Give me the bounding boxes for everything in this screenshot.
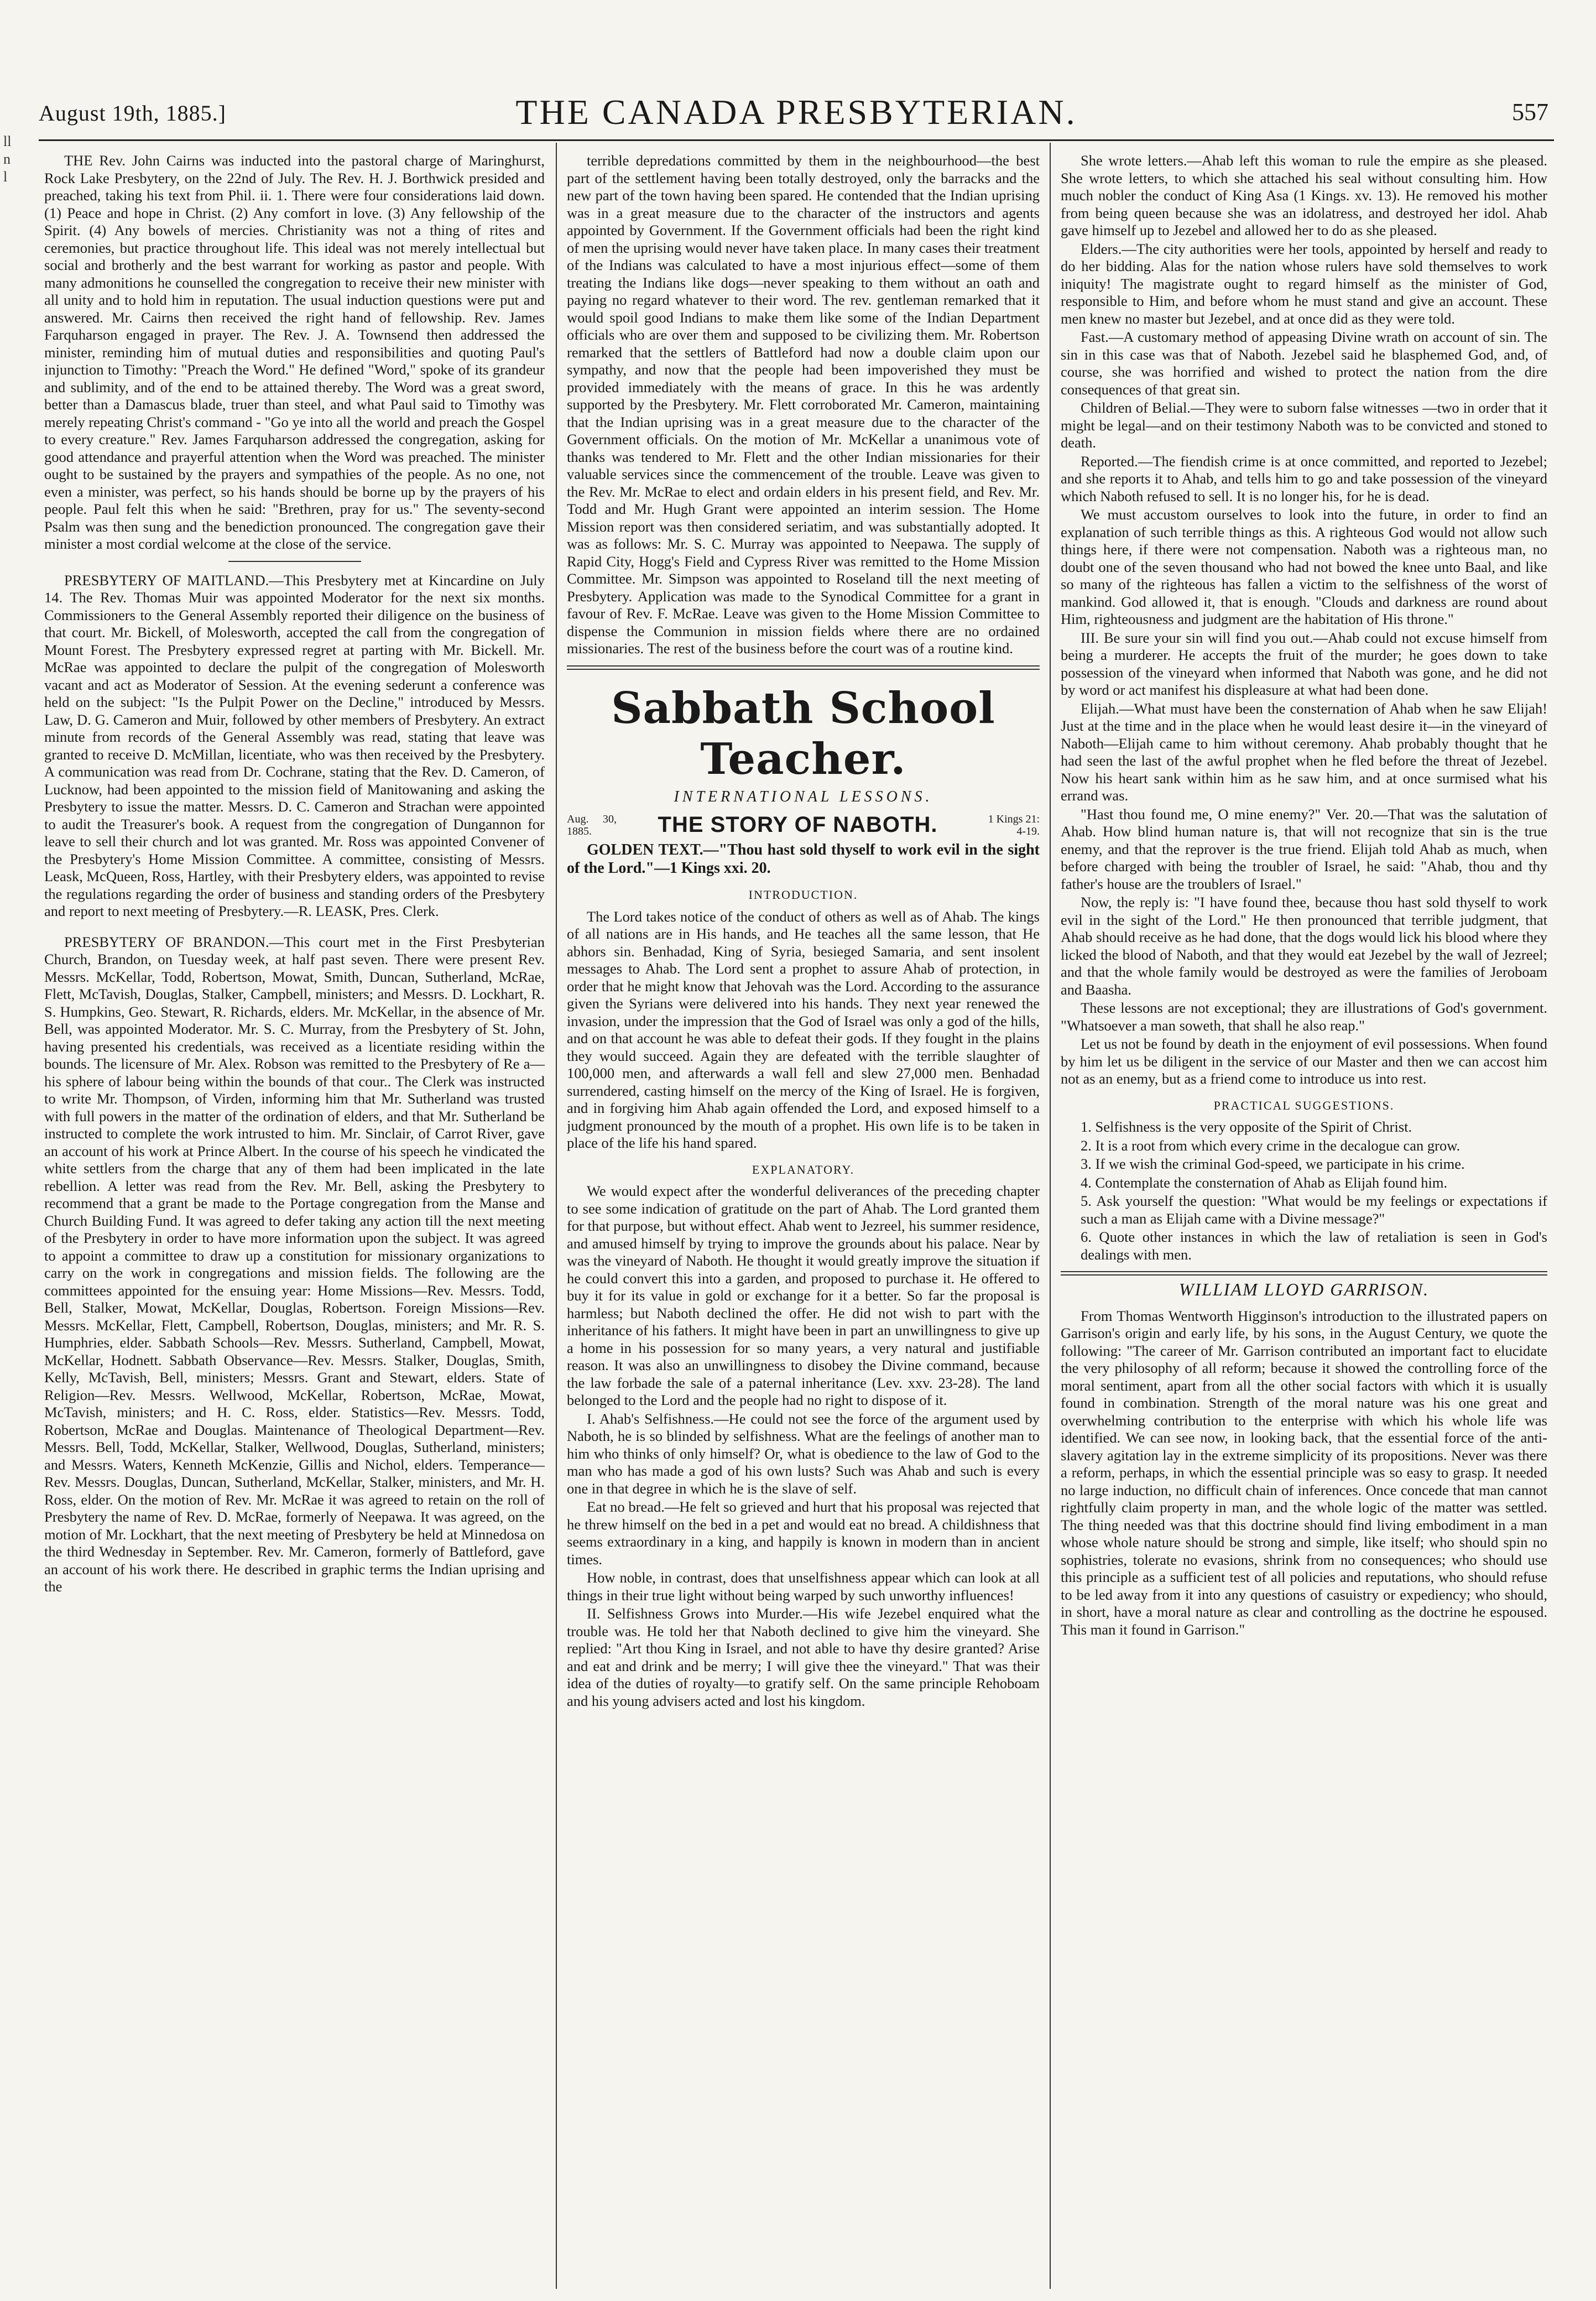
suggestion-item: 1. Selfishness is the very opposite of the Spirit of Christ. xyxy=(1081,1118,1412,1135)
introduction-paragraph: The Lord takes notice of the conduct of others as well as of Ahab. The kings of all nations are in His hands, and He teaches all the same lesson, that He abhors sin. Benhadad, King of Syria, besieged Samaria, and sent insolent messages to Ahab. The Lord sent a prophet to assure Ahab of protection, in order that he might know that Jehovah was the Lord. According to the assurance given the Syrians were delivered into his hands. They next year renewed the invasion, under the impression that the God of Israel was only a god of the hills, and on that account he was able to defeat their gods. If they fought in the plains they would succeed. Again they are defeated with the terrible slaughter of 100,000 men, and afterwards a wall fell and slew 27,000 men. Benhadad surrendered, casting himself on the mercy of the King of Israel. He is forgiven, and in forgiving him Ahab again offended the Lord, and exposed himself to a judgment pronounced by the mouth of a prophet. His own life is to be taken in place of the life his hand spared. xyxy=(567,908,1040,1151)
column-divider xyxy=(1050,143,1051,2289)
maitland-presbytery-paragraph: PRESBYTERY OF MAITLAND.—This Presbytery met at Kincardine on July 14. The Rev. Thomas Muir was appointed Moderator for the next six months. Commissioners to the General Assembly reported their diligence on the business of that court. Mr. Bickell, of Molesworth, accepted the call from the congregation of Mount Forest. The Presbytery expressed regret at parting with Mr. Bickell. Mr. McRae was appointed to declare the pulpit of the congregation of Molesworth vacant and act as Moderator of Session. At the evening sederunt a conference was held on the subject: "Is the Pulpit Power on the Decline," introduced by Messrs. Law, D. G. Cameron and Muir, followed by other members of Presbytery. An extract minute from records of the General Assembly was read, stating that leave was granted to receive D. McMillan, licentiate, who was then received by the Presbytery. A communication was read from Dr. Cochrane, stating that the Rev. D. Cameron, of Lucknow, had been appointed to the mission field of Manitowaning and asking the Presbytery to issue the matter. Messrs. D. C. Cameron and Strachan were appointed to audit the Treasurer's book. A request from the congregation of Dungannon for leave to sell their church and lot was granted. Mr. Ross was appointed Convener of the Presbytery's Home Mission Committee. A committee, consisting of Messrs. Leask, McQueen, Ross, Hartley, with their Presbytery elders, was appointed to revise the regulations regarding the order of business and standing orders of the Presbytery and report to next meeting of Presbytery.—R. LEASK, Pres. Clerk. xyxy=(44,571,545,919)
lesson-title: THE STORY OF NABOTH. xyxy=(658,813,938,837)
lesson-header xyxy=(567,813,1040,837)
margin-mark: n xyxy=(3,151,11,167)
cairns-induction-paragraph: THE Rev. John Cairns was inducted into the pastoral charge of Maringhurst, Rock Lake Presbytery, on the 22nd of July. The Rev. H. J. Borthwick presided and preached, taking his text from Phil. ii. 1. There were four considerations laid down. (1) Peace and hope in Christ. (2) Any comfort in love. (3) Any fellowship of the Spirit. (4) Any bowels of mercies. Christianity was not a thing of rites and ceremonies, but practice throughout life. This ideal was not merely intellectual but social and brotherly and the best warrant for working as pastor and people. With many admonitions he counselled the congregation to receive their new minister with all unity and to hold him in reputation. The usual induction questions were put and answered. Mr. Cairns then received the right hand of fellowship. Rev. James Farquharson engaged in prayer. The Rev. J. A. Townsend then addressed the minister, reminding him of mutual duties and responsibilities and quoting Paul's injunction to Timothy: "Preach the Word." He defined "Word," spoke of its grandeur and sublimity, and of the end to be attained thereby. The Word was a great sword, better than a Damascus blade, truer than steel, and what Paul said to Timothy was merely repeating Christ's command - "Go ye into all the world and preach the Gospel to every creature." Rev. James Farquharson addressed the congregation, asking for good attendance and prayerful attention when the Word was preached. The minister ought to be sustained by the prayers and sympathies of the people. As no one, not even a minister, was perfect, so his hands should be borne up by the prayers of his people. Paul felt this when he said: "Brethren, pray for us." The seventy-second Psalm was then sung and the benediction pronounced. The congregation gave their minister a most cordial welcome at the close of the service. xyxy=(44,152,545,552)
suggestion-item: 5. Ask yourself the question: "What would be my feelings or expectations if such a man as Elijah came with a Divine message?" xyxy=(1081,1193,1547,1227)
lesson-paragraph: Elders.—The city authorities were her tools, appointed by herself and ready to do her bidding. Alas for the nation whose rulers have sold themselves to work iniquity! The magistrate ought to regard himself as the minister of God, responsible to Him, and before whom he must stand and give an account. These men knew no master but Jezebel, and at once did as they were told. xyxy=(1061,240,1547,327)
section-rule xyxy=(1061,1271,1547,1276)
section-rule xyxy=(567,665,1040,670)
margin-marks xyxy=(3,133,25,186)
lesson-paragraph: III. Be sure your sin will find you out.—Ahab could not excuse himself from being a murderer. He accepts the fruit of the murder; he goes down to take possession of the vineyard when informed that Naboth was gone, and he did not by word or act manifest his displeasure at what had been done. xyxy=(1061,629,1547,698)
garrison-paragraph: From Thomas Wentworth Higginson's introduction to the illustrated papers on Garrison's origin and early life, by his sons, in the August Century, we quote the following: "The career of Mr. Garrison contributed an important fact to elucidate the very philosophy of all reform; because it showed the controlling force of the moral sentiment, apart from all the other social factors with which it is usually found in combination. Strength of the moral nature was his one great and overwhelming contribution to the enterprise with which his whole life was identified. We can see now, in looking back, that the essential force of the anti-slavery agitation lay in the extreme simplicity of its propositions. Never was there a reform, perhaps, in which the essential principle was so easy to grasp. It needed no large induction, no difficult chain of inferences. Once concede that man cannot rightfully claim property in man, and the whole logic of the matter was settled. The thing needed was that this doctrine should find living embodiment in a man whose whole nature should be strong and simple, like itself; who should spin no sophistries, tolerate no evasions, shrink from no consequences; who should use this principle as a sufficient test of all policies and reputations, who should refuse to be led away from it into any questions of casuistry or expediency; who should, in short, have a moral nature as clear and controlling as the doctrine he espoused. This man it found in Garrison." xyxy=(1061,1307,1547,1638)
section-rule xyxy=(228,561,361,562)
explanatory-paragraph: Eat no bread.—He felt so grieved and hurt that his proposal was rejected that he threw himself on the bed in a pet and would eat no bread. A childishness that seems extraordinary in a king, and happily is known in modern than in ancient times. xyxy=(567,1498,1040,1568)
lesson-paragraph: Reported.—The fiendish crime is at once committed, and reported to Jezebel; and she reports it to Ahab, and tells him to go and take possession of the vineyard which Naboth refused to sell. It is no longer his, for he is dead. xyxy=(1061,452,1547,504)
lesson-paragraph: These lessons are not exceptional; they are illustrations of God's government. "Whatsoever a man soweth, that shall he also reap." xyxy=(1061,999,1547,1034)
suggestions-heading: PRACTICAL SUGGESTIONS. xyxy=(1213,1098,1395,1112)
suggestion-item: 3. If we wish the criminal God-speed, we participate in his crime. xyxy=(1081,1155,1465,1172)
issue-date: August 19th, 1885.] xyxy=(39,101,226,126)
column-divider xyxy=(556,143,557,2289)
explanatory-paragraph: We would expect after the wonderful deliverances of the preceding chapter to see some indication of gratitude on the part of Ahab. The Lord granted them for that purpose, but without effect. Ahab went to Jezreel, his summer residence, and amused himself by trying to improve the grounds about his palace. Near by was the vineyard of Naboth. He thought it would greatly improve the situation if he could convert this into a garden, and proposed to purchase it. He offered to buy it for its value in gold or exchange for it a better. So far the proposal is harmless; but Naboth declined the offer. He did not wish to part with the inheritance of his fathers. It might have been in part an unwillingness to give up a home in his possession for so many years, a very natural and justifiable reason. It was also an unwillingness to disobey the Divine command, because the law forbade the sale of a paternal inheritance (Lev. xxv. 23-28). The land belonged to the Lord and the people had no right to dispose of it. xyxy=(567,1183,1040,1408)
suggestion-item: 2. It is a root from which every crime in the decalogue can grow. xyxy=(1081,1137,1461,1154)
explanatory-paragraph: How noble, in contrast, does that unselfishness appear which can look at all things in their true light without being warped by such unworthy influences! xyxy=(567,1569,1040,1604)
section-subheading: INTERNATIONAL LESSONS. xyxy=(674,788,933,805)
column-3 xyxy=(1061,152,1547,2287)
newspaper-title: THE CANADA PRESBYTERIAN. xyxy=(515,92,1077,132)
column-1 xyxy=(44,152,545,2287)
page-number: 557 xyxy=(1512,98,1548,126)
explanatory-heading: EXPLANATORY. xyxy=(752,1162,855,1176)
lesson-paragraph: We must accustom ourselves to look into the future, in order to find an explanation of such terrible things as this. A righteous God would not allow such things here, if there were not compensation. Naboth was a righteous man, no doubt one of the seven thousand who had not bowed the knee unto Baal, and like so many of the righteous has fallen a victim to the selfishness of the worst of mankind. God allowed it, that is enough. "Clouds and darkness are round about Him, righteousness and judgment are the habitation of His throne." xyxy=(1061,506,1547,627)
section-banner: Sabbath School Teacher. xyxy=(611,683,995,784)
lesson-reference: 1 Kings 21: 4-19. xyxy=(988,813,1040,837)
golden-text: GOLDEN TEXT.—"Thou hast sold thyself to work evil in the sight of the Lord."—1 Kings xxi. 20. xyxy=(567,841,1040,877)
lesson-paragraph: She wrote letters.—Ahab left this woman to rule the empire as she pleased. She wrote letters, to which she attached his seal without consulting him. How much nobler the conduct of King Asa (1 Kings. xv. 13). He removed his mother from being queen because she was an idolatress, and destroyed her idol. Ahab gave himself up to Jezebel and allowed her to do as she pleased. xyxy=(1061,152,1547,238)
lesson-paragraph: "Hast thou found me, O mine enemy?" Ver. 20.—That was the salutation of Ahab. How blind human nature is, that will not recognize that sin is the true enemy, and that the reprover is the true friend. Elijah told Ahab as much, when before charged with being the troubler of Israel, he said: "Ahab, thou and thy father's house are the troublers of Israel." xyxy=(1061,805,1547,892)
explanatory-paragraph: II. Selfishness Grows into Murder.—His wife Jezebel enquired what the trouble was. He told her that Naboth declined to give him the vineyard. She replied: "Art thou King in Israel, and not able to have thy desire granted? Arise and eat and drink and be merry; I will give thee the vineyard." That was their idea of the duties of royalty—to gratify self. On the same principle Rehoboam and his young advisers acted and lost his kingdom. xyxy=(567,1605,1040,1709)
column-2 xyxy=(567,152,1040,2287)
brandon-continued-paragraph: terrible depredations committed by them in the neighbourhood—the best part of the settlement having been totally destroyed, only the barracks and the new part of the town having been spared. He contended that the Indian uprising was in a great measure due to the character of the instructors and agents appointed by Government. If the Government officials had been the right kind of men the uprising would never have taken place. In many cases their treatment of the Indians was calculated to have a most injurious effect—some of them treating the Indians like dogs—never speaking to them without an oath and paying no regard whatever to their word. The rev. gentleman remarked that it would spoil good Indians to make them like some of the Indian Department officials who are over them and supposed to be civilizing them. Mr. Robertson remarked that the settlers of Battleford had now a double claim upon our sympathy, and now that the people had been impoverished they must be provided immediately with the means of grace. In this he was ardently supported by the Presbytery. Mr. Flett corroborated Mr. Cameron, maintaining that the Indian uprising was in a great measure due to the character of the Government officials. On the motion of Mr. McKellar a unanimous vote of thanks was tendered to Mr. Flett and the other Indian missionaries for their valuable services since the commencement of the trouble. Leave was given to the Rev. Mr. McRae to elect and ordain elders in his present field, and Rev. Mr. Todd and Mr. Hugh Grant were appointed an interim session. The Home Mission report was then considered seriatim, and was substantially adopted. It was as follows: Mr. S. C. Murray was appointed to Neepawa. The supply of Rapid City, Hogg's Field and Cypress River was remitted to the Home Mission Committee. Mr. Simpson was appointed to Roseland till the next meeting of Presbytery. Application was made to the Synodical Committee for a grant in favour of Rev. F. McRae. Leave was given to the Home Mission Committee to dispense the Communion in mission fields where there are no ordained missionaries. The rest of the business before the court was of a routine kind. xyxy=(567,152,1040,657)
lesson-paragraph: Elijah.—What must have been the consternation of Ahab when he saw Elijah! Just at the time and in the place when he would least desire it—in the vineyard of Naboth—Elijah came to him without ceremony. Ahab probably thought that he had seen the last of the awful prophet when he fled before the threat of Jezebel. Now his heart sank within him as he saw him, and at once surmised what his errand was. xyxy=(1061,700,1547,804)
lesson-paragraph: Children of Belial.—They were to suborn false witnesses —two in order that it might be legal—and on their testimony Naboth was to be convicted and stoned to death. xyxy=(1061,399,1547,451)
brandon-presbytery-paragraph: PRESBYTERY OF BRANDON.—This court met in the First Presbyterian Church, Brandon, on Tuesday week, at half past seven. There were present Rev. Messrs. McKellar, Todd, Robertson, Mowat, Smith, Duncan, Sutherland, McRae, Flett, McTavish, Douglas, Stalker, Campbell, ministers; and Messrs. D. Lockhart, R. S. Humpkins, Geo. Stewart, R. Richards, elders. Mr. McKellar, in the absence of Mr. Bell, was appointed Moderator. Mr. S. C. Murray, from the Presbytery of St. John, having presented his credentials, was received as a licentiate residing within the bounds. The licensure of Mr. Alex. Robson was remitted to the Presbytery of Re a— his sphere of labour being within the bounds of that cour.. The Clerk was instructed to write Mr. Thompson, of Virden, informing him that Mr. Sutherland was trusted with full powers in the matter of the ordination of elders, and that Mr. Sutherland be instructed to complete the work intrusted to him. Mr. Sinclair, of Carrot River, gave an account of his work at Prince Albert. In the course of his speech he vindicated the white settlers from the charge that any of them had been implicated in the late rebellion. A letter was read from the Rev. Mr. Bell, asking the Presbytery to recommend that a grant be made to the Portage congregation from the Manse and Church Building Fund. It was agreed to defer taking any action till the next meeting of the Presbytery in order to have more information upon the subject. It was agreed to appoint a committee to draw up a constitution for missionary organizations to carry on the work in congregations and mission fields. The following are the committees appointed for the ensuing year: Home Missions—Rev. Messrs. Todd, Bell, Stalker, Mowat, McKellar, Douglas, Robertson. Foreign Missions—Rev. Messrs. McKellar, Flett, Campbell, Robertson, Douglas, ministers; and Mr. R. S. Humphries, elder. Sabbath Schools—Rev. Messrs. Sutherland, Campbell, Mowat, McKellar, Hodnett. Sabbath Observance—Rev. Messrs. Stalker, Douglas, Smith, Kelly, McTavish, Bell, ministers; Messrs. Grant and Stewart, elders. State of Religion—Rev. Messrs. Wellwood, McKellar, Robertson, McRae, Mowat, McTavish, ministers; and H. C. Ross, elder. Statistics—Rev. Messrs. Todd, Robertson, McRae and Douglas. Maintenance of Theological Department—Rev. Messrs. Bell, Todd, McKellar, Stalker, Wellwood, Douglas, Sutherland, ministers; and Messrs. Waters, Kenneth McKenzie, Gillis and Nichol, elders. Temperance—Rev. Messrs. Douglas, Duncan, Sutherland, McKellar, Stalker, ministers, and Mr. H. Ross, elder. On the motion of Rev. Mr. McRae it was agreed to retain on the roll of Presbytery the name of Rev. D. McRae, formerly of Neepawa. It was agreed, on the motion of Mr. Lockhart, that the next meeting of Presbytery be held at Minnedosa on the third Wednesday in September. Rev. Mr. Cameron, formerly of Battleford, gave an account of his work there. He described in graphic terms the Indian uprising and the xyxy=(44,933,545,1595)
lesson-paragraph: Let us not be found by death in the enjoyment of evil possessions. When found by him let us be diligent in the service of our Master and then we can accost him not as an enemy, but as a friend come to introduce us into rest. xyxy=(1061,1035,1547,1087)
suggestion-item: 6. Quote other instances in which the law of retaliation is seen in God's dealings with men. xyxy=(1081,1228,1547,1263)
explanatory-paragraph: I. Ahab's Selfishness.—He could not see the force of the argument used by Naboth, he is so blinded by selfishness. What are the feelings of another man to him who thinks of only himself? Or, what is obedience to the law of God to the man who has made a god of his own lusts? Such was Ahab and such is every one in that degree in which he is the slave of self. xyxy=(567,1410,1040,1497)
introduction-heading: INTRODUCTION. xyxy=(748,888,858,902)
masthead xyxy=(39,77,1554,138)
lesson-paragraph: Fast.—A customary method of appeasing Divine wrath on account of sin. The sin in this case was that of Naboth. Jezebel said he blasphemed God, and, of course, she was horrified and wished to protect the nation from the dire consequences of that great sin. xyxy=(1061,329,1547,398)
suggestion-item: 4. Contemplate the consternation of Ahab as Elijah found him. xyxy=(1081,1174,1448,1191)
masthead-rule xyxy=(39,139,1554,141)
margin-mark: l xyxy=(3,169,8,185)
margin-mark: ll xyxy=(3,133,12,149)
lesson-paragraph: Now, the reply is: "I have found thee, because thou hast sold thyself to work evil in the sight of the Lord." He then pronounced that terrible judgment, that Ahab should receive as he had done, that the dogs would lick his blood where they licked the blood of Naboth, and that they would eat Jezebel by the wall of Jezreel; and that the whole family would be destroyed as were the families of Jeroboam and Baasha. xyxy=(1061,894,1547,998)
garrison-heading: WILLIAM LLOYD GARRISON. xyxy=(1178,1279,1430,1299)
lesson-date: Aug. 30, 1885. xyxy=(567,813,617,837)
